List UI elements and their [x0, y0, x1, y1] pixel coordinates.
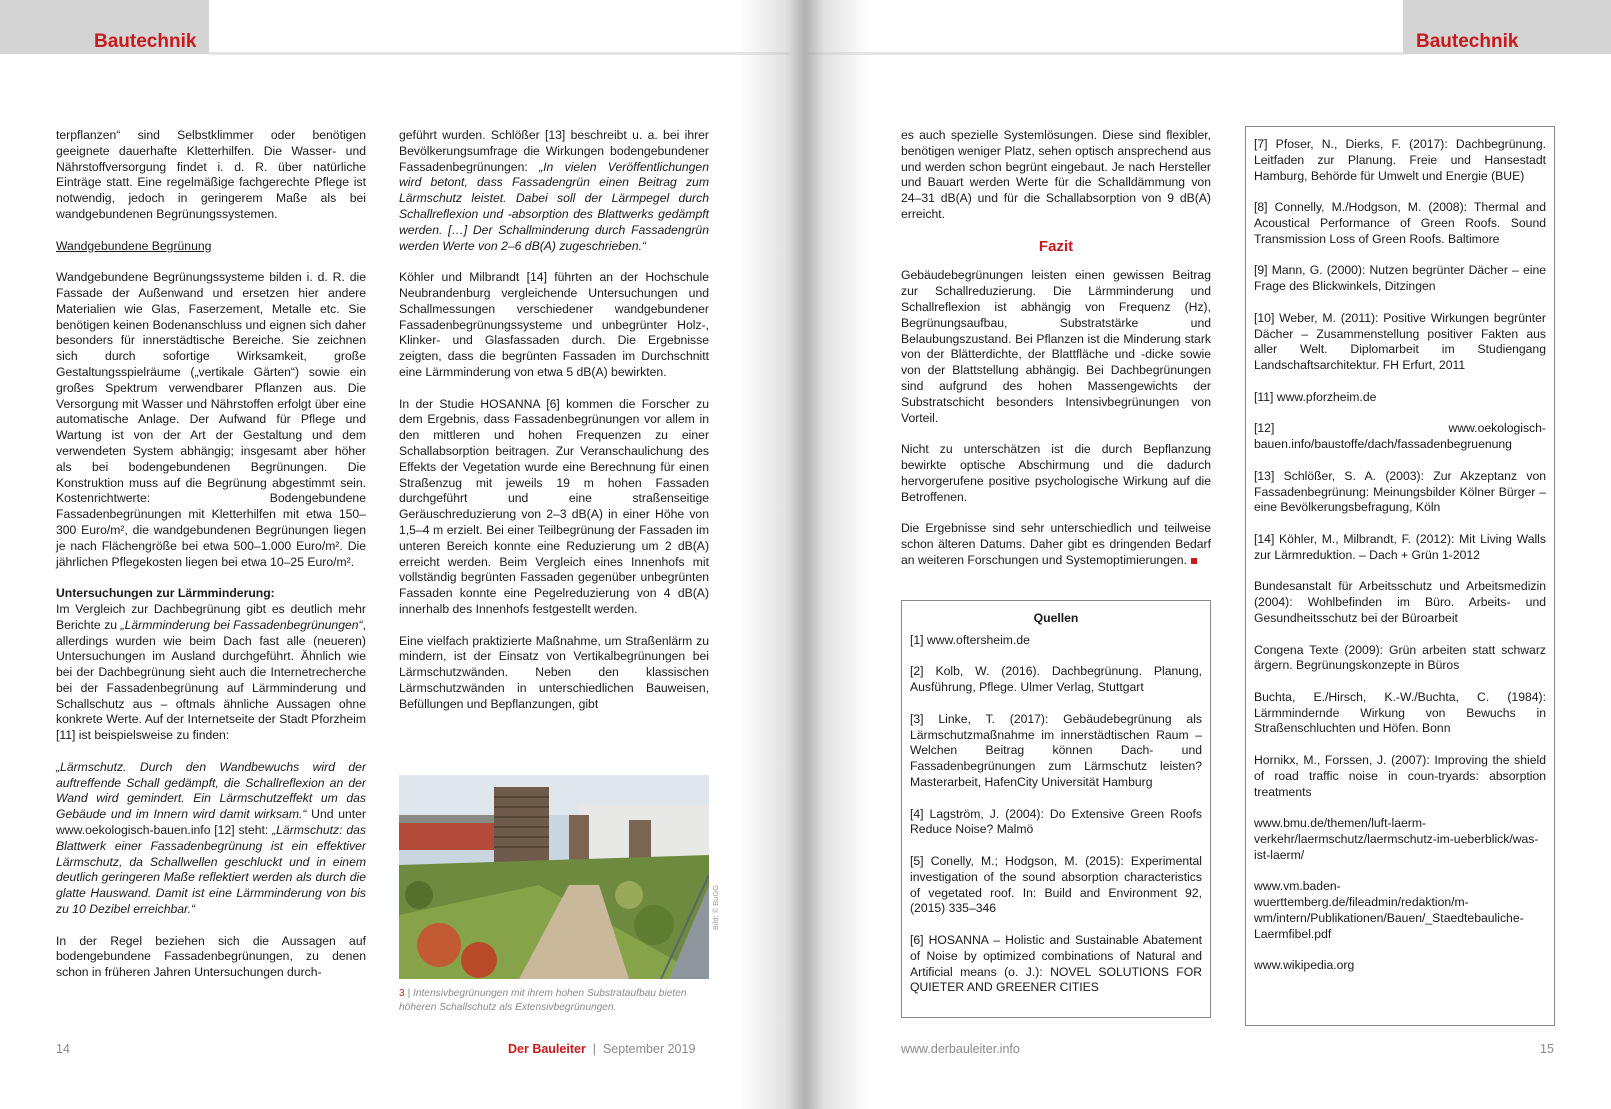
- source-entry: www.vm.baden-wuerttemberg.de/fileadmin/redaktion/m-wm/intern/Publikationen/Bauen/_Staedtebauliche-Laermfibel.pdf: [1254, 879, 1524, 941]
- text-run: geführt wurden. Schlößer [13] beschreibt u. a. bei ihrer Bevölkerungsumfrage die Wirkungen bodengebundener Fassadenbegrünungen:: [399, 128, 709, 174]
- roof-garden-photo: [399, 775, 709, 979]
- sources-box-continued: [1245, 126, 1555, 1026]
- sources-list: [1254, 137, 1546, 974]
- caption-number: 3: [399, 988, 405, 999]
- left-column-1: [56, 128, 366, 997]
- source-entry: Congena Texte (2009): Grün arbeiten statt schwarz ärgern. Begrünungskonzepte in Büros: [1254, 642, 1546, 673]
- figure-caption: 3 | Intensivbegrünungen mit ihrem hohen Substrataufbau bieten höheren Schallschutz als Extensivbegrünungen.: [399, 988, 687, 1013]
- header-rule: [209, 52, 789, 55]
- paragraph: Eine vielfach praktizierte Maßnahme, um Straßenlärm zu mindern, ist der Einsatz von Vertikalbegrünungen bei Lärmschutzwänden. Neben den klassischen Lärmschutzwänden in unterschiedlichen Bauweisen, Befüllungen und Bepflanzungen, gibt: [399, 633, 709, 711]
- right-column-1: [901, 128, 1211, 584]
- paragraph: Wandgebundene Begrünungssysteme bilden i. d. R. die Fassade der Außenwand und ersetzen hier andere Materialien wie Glas, Faserzement, Metalle etc. Sie benötigen keinen Bodenanschluss und eignen sich daher besonders für innerstädtische Bereiche. Sie zeichnen sich durch sofortige Wirksamkeit, große Gestaltungsspielräume („vertikale Gärten“) sowie ein großes Spektrum verwendbarer Pflanzen aus. Die Versorgung mit Wasser und Nährstoffen erfolgt über eine automatische Anlage. Der Aufwand für Pflege und Wartung ist von der Art der Gestaltung und dem verwendeten System abhängig; insgesamt aber höher als bei bodengebundenen Begrünungen. Die Konstruktion muss auf die Begrünung abgestimmt sein. Kostenrichtwerte: Bodengebundene Fassadenbegrünungen mit Kletterhilfen mit etwa 150–300 Euro/m², die wandgebundenen Begrünungen liegen je nach Flächengröße bei etwa 500–1.000 Euro/m². Die jährlichen Pflegekosten liegen bei etwa 10–25 Euro/m².: [56, 270, 366, 569]
- source-entry: www.bmu.de/themen/luft-laerm-verkehr/laermschutz/laermschutz-im-ueberblick/was-ist-laerm/: [1254, 816, 1539, 862]
- source-entry: [4] Lagström, J. (2004): Do Extensive Green Roofs Reduce Noise? Malmö: [910, 806, 1202, 837]
- source-entry: [11] www.pforzheim.de: [1254, 389, 1377, 404]
- paragraph: es auch spezielle Systemlösungen. Diese sind flexibler, benötigen weniger Platz, sehen optisch ansprechend aus und werden schon begrünt eingebaut. Je nach Hersteller und Bauart werden Werte für die Schalldämmung von 24–31 dB(A) und für die Schallabsorption von 9 dB(A) erreicht.: [901, 128, 1211, 221]
- text-run: Die Ergebnisse sind sehr unterschiedlich und teilweise schon älteren Datums. Daher gibt es dringenden Bedarf an weiteren Forschungen und Systemoptimierungen.: [901, 521, 1211, 567]
- sources-title: Quellen: [1033, 611, 1079, 625]
- paragraph: Gebäudebegrünungen leisten einen gewissen Beitrag zur Schallreduzierung. Die Lärmminderung und Schallreflexion ist abhängig von Frequenz (Hz), Begrünungsaufbau, Substratstärke und Belaubungszustand. Bei Pflanzen ist die Minderung stark von der Blätterdichte, der Blattfläche und -dicke sowie von der Blattstellung abhängig. Bei Dachbegrünungen sind aufgrund des hohen Massengewichts der Substratschicht besonders Intensivbegrünungen von Vorteil.: [901, 268, 1211, 425]
- end-mark-icon: [1191, 558, 1197, 564]
- source-entry: [10] Weber, M. (2011): Positive Wirkungen begrünter Dächer – Zusammenstellung positiver Fakten aus aller Welt. Diplomarbeit im Studiengang Landschaftsarchitektur. FH Erfurt, 2011: [1254, 310, 1546, 373]
- footer-url: www.derbauleiter.info: [901, 1042, 1020, 1056]
- source-entry: [7] Pfoser, N., Dierks, F. (2017): Dachbegrünung. Leitfaden zur Planung. Freie und Hansestadt Hamburg, Behörde für Umwelt und Energie (BUE): [1254, 137, 1546, 183]
- source-entry: [12] www.oekologisch-bauen.info/baustoffe/dach/fassadenbegruenung: [1254, 421, 1546, 452]
- quote-run: „Lärmminderung bei Fassadenbegrünungen“: [120, 617, 363, 632]
- paragraph: Nicht zu unterschätzen ist die durch Bepflanzung bewirkte optische Abschirmung und die dadurch hervorgerufene positive psychologische Wirkung auf die Betroffenen.: [901, 442, 1211, 504]
- source-entry: [1] www.oftersheim.de: [910, 632, 1030, 647]
- footer-masthead: [508, 1042, 695, 1056]
- sources-box: [901, 600, 1211, 1018]
- roof-garden-illustration: [399, 775, 709, 979]
- source-entry: Bundesanstalt für Arbeitsschutz und Arbeitsmedizin (2004): Wohlbefinden im Büro. Arbeits- und Gesundheitsschutz bei der Büroarbeit: [1254, 579, 1546, 625]
- paragraph: [399, 128, 709, 254]
- page-number: 15: [1540, 1042, 1554, 1056]
- left-column-2: [399, 128, 709, 728]
- section-tag: Bautechnik: [94, 31, 197, 52]
- source-entry: Buchta, E./Hirsch, K.-W./Buchta, C. (1984): Lärmmindernde Wirkung von Bewuchs in Straßenschluchten und Höfen. Bonn: [1254, 689, 1546, 736]
- sources-list: [910, 633, 1202, 996]
- source-entry: www.wikipedia.org: [1254, 958, 1355, 973]
- quote-run: „Lärmschutz: das Blattwerk einer Fassadenbegrünung ist ein effektiver Lärmschutz, da Schallwellen geschluckt und in einem deutlich geringeren Maße reflektiert werden als durch die glatte Hauswand. Damit ist eine Lärmminderung von bis zu 10 Dezibel erreichbar.“: [56, 823, 366, 917]
- header-rule: [808, 52, 1403, 55]
- quote-run: „Lärmschutz. Durch den Wandbewuchs wird der auftreffende Schall gedämpft, die Schallreflexion an der Wand wird gemindert. Ein Lärmschutzeffekt um das Gebäude und im Innern wird damit wirksam.“: [56, 759, 366, 822]
- subheading-bold: Untersuchungen zur Lärmminderung:: [56, 586, 275, 601]
- text-run: Im Vergleich zur Dachbegrünung gibt es deutlich mehr Berichte zu: [56, 601, 366, 632]
- magazine-name: Der Bauleiter: [508, 1042, 586, 1056]
- paragraph: [901, 521, 1211, 568]
- section-tag: Bautechnik: [1416, 31, 1519, 52]
- source-entry: [6] HOSANNA – Holistic and Sustainable Abatement of Noise by optimized combinations of Natural and Artificial means (o. J.): NOVEL SOLUTIONS FOR QUIETER AND GREENER CITIES: [910, 932, 1202, 995]
- paragraph: [56, 602, 366, 744]
- paragraph: Köhler und Milbrandt [14] führten an der Hochschule Neubrandenburg vergleichende Untersuchungen und Schallmessungen verschiedener wandgebundener Fassadenbegrünungssysteme und unbegrünter Holz-, Klinker- und Glasfassaden durch. Die Ergebnisse zeigten, dass die begrünten Fassaden im Durchschnitt eine Lärmminderung von etwa 5 dB(A) bewirkten.: [399, 270, 709, 379]
- source-entry: Hornikx, M., Forssen, J. (2007): Improving the shield of road traffic noise in coun-tryards: absorption treatments: [1254, 753, 1546, 799]
- section-heading: Fazit: [1038, 237, 1074, 255]
- issue-date: September 2019: [602, 1042, 696, 1056]
- text-run: Und unter www.oekologisch-bauen.info [12] steht:: [56, 807, 366, 838]
- photo-credit: Bild: © BuGG: [711, 884, 720, 930]
- quote-run: „In vielen Veröffentlichungen wird betont, dass Fassadengrün einen Beitrag zum Lärmschutz leistet. Dabei soll der Lärmpegel durch Schallreflexion und -absorption des Blattwerks gedämpft werden. […] Der Schallminderung durch Fassadengrün werden Werte von 2–6 dB(A) zugeschrieben.“: [399, 159, 709, 253]
- page-number: 14: [56, 1042, 70, 1056]
- paragraph: In der Studie HOSANNA [6] kommen die Forscher zu dem Ergebnis, dass Fassadenbegrünungen vor allem in den mittleren und hohen Frequenzen zu einer Schallabsorption beitragen. Zur Veranschaulichung des Effekts der Vegetation wurde eine Berechnung für einen Straßenzug mit jeweils 19 m hohen Fassaden durchgeführt und eine straßenseitige Geräuschreduzierung von 2–3 dB(A) in einer Höhe von 1,5–4 m erzielt. Bei einer Teilbegrünung der Fassaden im unteren Bereich konnte eine Reduzierung um 2 dB(A) erreicht werden. Beim Vergleich eines Innenhofs mit vollständig begrünten Fassaden gegenüber unbegrünten Fassaden konnte eine Pegelreduzierung von 4 dB(A) innerhalb des Innenhofs festgestellt werden.: [399, 396, 709, 616]
- source-entry: [13] Schlößer, S. A. (2003): Zur Akzeptanz von Fassadenbegrünung: Meinungsbilder Kölner Bürger – eine Bevölkerungsbefragung, Köln: [1254, 468, 1546, 515]
- footer-separator: |: [592, 1042, 597, 1056]
- text-run: , allerdings wurden wie beim Dach fast alle (neueren) Untersuchungen im Ausland durchgeführt. Ähnlich wie bei der Dachbegrünung sieht auch die Internetrecherche bei der Fassadenbegrünung auf Lärmminderung und Schallschutz aus – oftmals ähnliche Aussagen ohne konkrete Werte. Auf der Internetseite der Stadt Pforzheim [11] ist beispielsweise zu finden:: [56, 617, 366, 743]
- source-entry: [5] Conelly, M.; Hodgson, M. (2015): Experimental investigation of the sound absorption characteristics of vegetated roof. In: Build and Environment 92, (2015) 335–346: [910, 853, 1202, 916]
- source-entry: [3] Linke, T. (2017): Gebäudebegrünung als Lärmschutzmaßnahme im innerstädtischen Raum – Welchen Beitrag können Dach- und Fassadenbegrünungen zum Lärmschutz leisten? Masterarbeit, HafenCity Universität Hamburg: [910, 711, 1202, 789]
- paragraph: In der Regel beziehen sich die Aussagen auf bodengebundene Fassadenbegrünungen, zu denen schon in früheren Jahren Untersuchungen durch-: [56, 933, 366, 980]
- right-page: [808, 0, 1611, 1109]
- source-entry: [14] Köhler, M., Milbrandt, F. (2012): Mit Living Walls zur Lärmreduktion. – Dach + Grün 1-2012: [1254, 531, 1546, 562]
- subheading: Wandgebundene Begrünung: [56, 238, 212, 253]
- paragraph: terpflanzen“ sind Selbstklimmer oder benötigen geeignete dauerhafte Kletterhilfen. Die Wasser- und Nährstoffversorgung findet i. d. R. über natürliche Einträge statt. Eine regelmäßige fachgerechte Pflege ist notwendig, jedoch in geringerem Maße als bei wandgebundenen Begrünungssystemen.: [56, 128, 366, 221]
- source-entry: [9] Mann, G. (2000): Nutzen begrünter Dächer – eine Frage des Blickwinkels, Ditzingen: [1254, 263, 1546, 294]
- caption-text: Intensivbegrünungen mit ihrem hohen Substrataufbau bieten höheren Schallschutz als Extensivbegrünungen.: [399, 988, 687, 1013]
- source-entry: [2] Kolb, W. (2016). Dachbegrünung. Planung, Ausführung, Pflege. Ulmer Verlag, Stuttgart: [910, 664, 1202, 695]
- source-entry: [8] Connelly, M./Hodgson, M. (2008): Thermal and Acoustical Performance of Green Roofs. Sound Transmission Loss of Green Roofs. Baltimore: [1254, 200, 1546, 246]
- left-page: [0, 0, 790, 1109]
- paragraph: [56, 760, 366, 918]
